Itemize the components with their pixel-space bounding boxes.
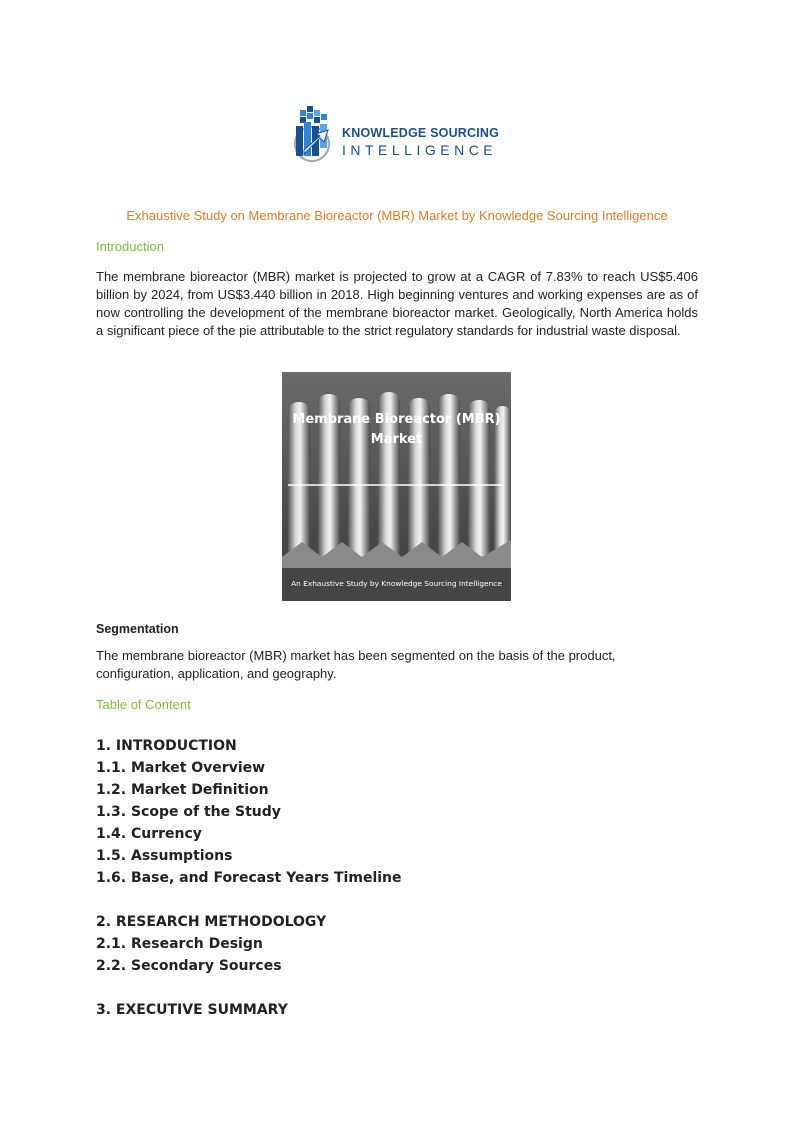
image-title-line1: Membrane Bioreactor (MBR) xyxy=(292,412,501,427)
table-of-contents xyxy=(96,735,402,1021)
mbr-market-image xyxy=(282,372,511,601)
toc-item[interactable]: 1.4. Currency xyxy=(96,826,202,842)
toc-item[interactable]: 1.3. Scope of the Study xyxy=(96,804,281,820)
segmentation-text: The membrane bioreactor (MBR) market has been segmented on the basis of the product, configuration, application, and geography. xyxy=(96,648,616,681)
document-title: Exhaustive Study on Membrane Bioreactor (MBR) Market by Knowledge Sourcing Intelligence xyxy=(126,208,668,223)
toc-heading: Table of Content xyxy=(96,697,191,712)
logo-icon xyxy=(290,104,340,168)
toc-item[interactable]: 3. EXECUTIVE SUMMARY xyxy=(96,1002,288,1018)
image-title-line2: Market xyxy=(370,432,423,447)
toc-item[interactable]: 1. INTRODUCTION xyxy=(96,738,237,754)
logo-text-line2: INTELLIGENCE xyxy=(342,142,498,158)
introduction-heading: Introduction xyxy=(96,239,164,254)
introduction-text: The membrane bioreactor (MBR) market is projected to grow at a CAGR of 7.83% to reach US$5.406 billion by 2024, from US$3.440 billion in 2018. High beginning ventures and working expenses are as of now controlling the development of the membrane bioreactor market. Geologically, North America holds a significant piece of the pie attributable to the strict regulatory standards for industrial waste disposal. xyxy=(96,269,698,338)
toc-item[interactable]: 2. RESEARCH METHODOLOGY xyxy=(96,914,327,930)
company-logo xyxy=(290,104,510,168)
image-caption: An Exhaustive Study by Knowledge Sourcing Intelligence xyxy=(291,579,502,588)
toc-item[interactable]: 1.2. Market Definition xyxy=(96,782,269,798)
toc-spacer xyxy=(96,889,402,911)
segmentation-heading: Segmentation xyxy=(96,622,179,636)
toc-item[interactable]: 2.2. Secondary Sources xyxy=(96,958,282,974)
toc-item[interactable]: 2.1. Research Design xyxy=(96,936,263,952)
toc-spacer xyxy=(96,977,402,999)
logo-text-line1: KNOWLEDGE SOURCING xyxy=(342,126,500,140)
toc-item[interactable]: 1.6. Base, and Forecast Years Timeline xyxy=(96,870,402,886)
toc-item[interactable]: 1.1. Market Overview xyxy=(96,760,266,776)
toc-item[interactable]: 1.5. Assumptions xyxy=(96,848,233,864)
